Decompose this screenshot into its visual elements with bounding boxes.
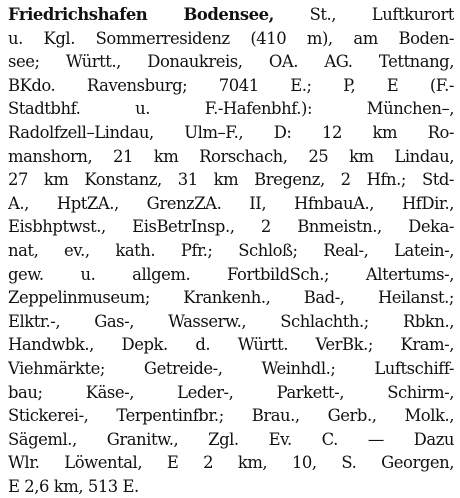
entry-line-13: Zeppelinmuseum; Krankenh., Bad-, Heilanst.; bbox=[8, 288, 454, 308]
entry-line-3: see; Württ., Donaukreis, OA. AG. Tettnang, bbox=[8, 52, 454, 72]
entry-line-12: gew. u. allgem. FortbildSch.; Altertums-, bbox=[8, 264, 454, 284]
entry-line-6: Radolfzell–Lindau, Ulm–F., D: 12 km Ro- bbox=[8, 122, 454, 142]
entry-line-17: bau; Käse-, Leder-, Parkett-, Schirm-, bbox=[8, 382, 454, 402]
gazetteer-entry bbox=[8, 3, 454, 498]
entry-line-14: Elktr.-, Gas-, Wasserw., Schlachth.; Rbkn., bbox=[8, 311, 454, 331]
entry-line-7: manshorn, 21 km Rorschach, 25 km Lindau, bbox=[8, 146, 454, 166]
entry-line-18: Stickerei-, Terpentinfbr.; Brau., Gerb., Molk., bbox=[8, 406, 454, 426]
entry-line-2: u. Kgl. Sommerresidenz (410 m), am Boden- bbox=[8, 28, 454, 48]
entry-line-19: Sägeml., Granitw., Zgl. Ev. C. — Dazu bbox=[8, 429, 454, 449]
entry-line-4: BKdo. Ravensburg; 7041 E.; P, E (F.- bbox=[8, 75, 454, 95]
entry-line-16: Viehmärkte; Getreide-, Weinhdl.; Luftschiff- bbox=[8, 358, 454, 378]
entry-line-15: Handwbk., Depk. d. Württ. VerBk.; Kram-, bbox=[8, 335, 454, 355]
entry-line-11: nat, ev., kath. Pfr.; Schloß; Real-, Latein-, bbox=[8, 240, 454, 260]
entry-line-10: Eisbhptwst., EisBetrInsp., 2 Bnmeistn., Deka- bbox=[8, 217, 454, 237]
entry-line-1-text: St., Luftkurort bbox=[309, 5, 454, 24]
entry-line-20: Wlr. Löwental, E 2 km, 10, S. Georgen, bbox=[8, 453, 454, 473]
entry-line-5: Stadtbhf. u. F.-Hafenbhf.): München–, bbox=[8, 99, 454, 119]
entry-headword: Friedrichshafen Bodensee, bbox=[8, 5, 274, 24]
entry-line-21: E 2,6 km, 513 E. bbox=[8, 476, 139, 496]
entry-line-8: 27 km Konstanz, 31 km Bregenz, 2 Hfn.; Std- bbox=[8, 170, 454, 190]
entry-line-9: A., HptZA., GrenzZA. II, HfnbauA., HfDir., bbox=[8, 193, 454, 213]
entry-line-1 bbox=[8, 3, 454, 27]
